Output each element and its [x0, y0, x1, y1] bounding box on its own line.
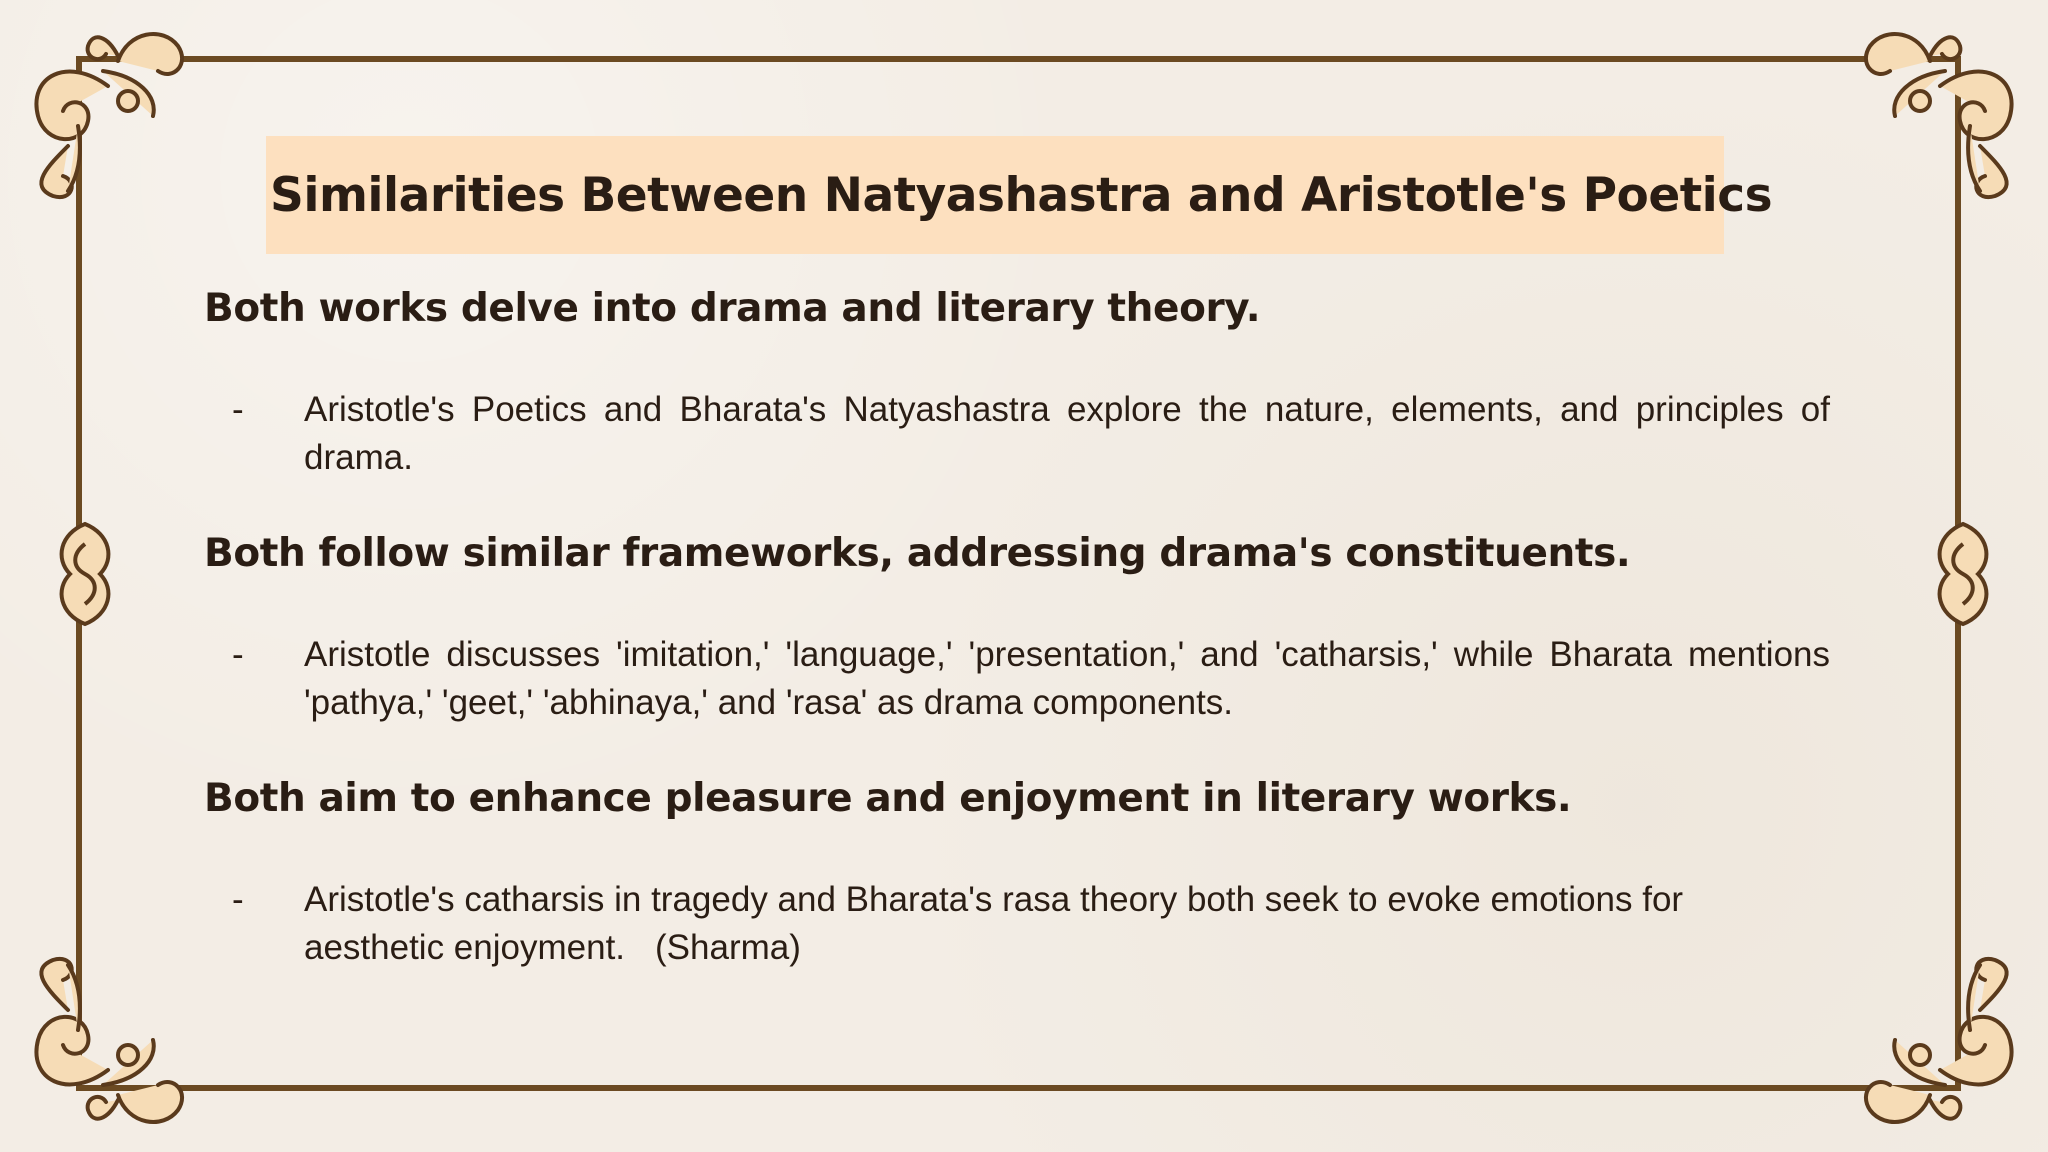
bullet-item	[232, 631, 1832, 727]
corner-scroll-ornament-icon	[8, 16, 198, 206]
bullet-text: Aristotle discusses 'imitation,' 'language,' 'presentation,' and 'catharsis,' while Bharata mentions 'pathya,' 'geet,' 'abhinaya,' and 'rasa' as drama components.	[304, 635, 1830, 722]
section-heading: Both aim to enhance pleasure and enjoyment in literary works.	[204, 776, 1572, 821]
bullet-marker: -	[232, 880, 244, 919]
bullet-text: Aristotle's catharsis in tragedy and Bharata's rasa theory both seek to evoke emotions for aesthetic enjoyment.	[304, 880, 1684, 967]
section-heading: Both works delve into drama and literary theory.	[204, 286, 1261, 331]
corner-scroll-ornament-icon	[1850, 16, 2040, 206]
bullet-text: Aristotle's Poetics and Bharata's Natyashastra explore the nature, elements, and principles of drama.	[304, 390, 1830, 477]
bullet-text-container	[304, 876, 1830, 972]
side-knot-icon	[1928, 519, 1998, 629]
citation: (Sharma)	[655, 928, 801, 967]
bullet-marker: -	[232, 635, 244, 674]
title-highlight	[266, 136, 1773, 254]
corner-scroll-ornament-icon	[1850, 950, 2040, 1140]
page-title: Similarities Between Natyashastra and Aristotle's Poetics	[270, 167, 1773, 223]
bullet-item	[232, 876, 1832, 972]
side-knot-icon	[50, 519, 120, 629]
bullet-item	[232, 386, 1832, 482]
corner-scroll-ornament-icon	[8, 950, 198, 1140]
bullet-marker: -	[232, 390, 244, 429]
section-heading: Both follow similar frameworks, addressing drama's constituents.	[204, 531, 1631, 576]
